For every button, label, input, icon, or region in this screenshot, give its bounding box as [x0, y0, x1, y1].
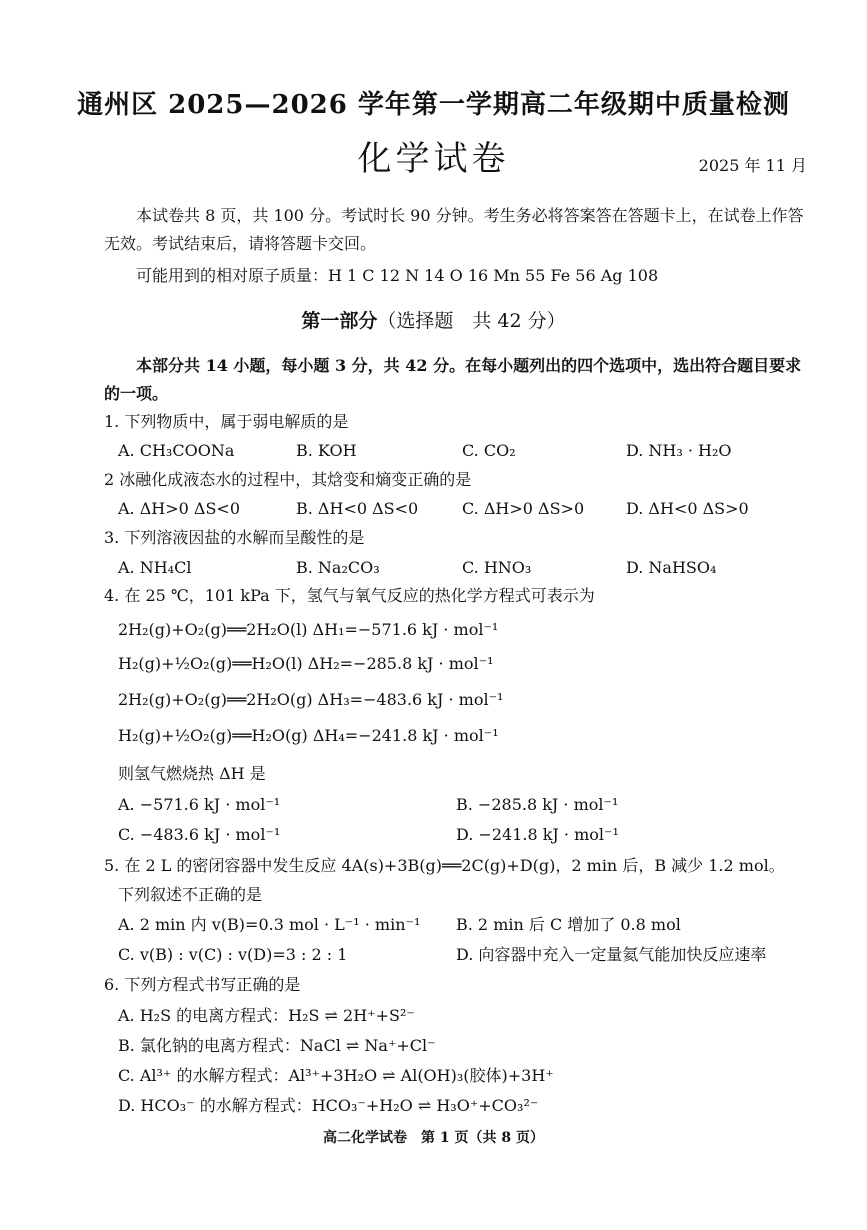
question-4-option-b: B. −285.8 kJ · mol⁻¹	[456, 795, 619, 814]
question-1-option-b: B. KOH	[296, 441, 357, 460]
part-note: （选择题 共 42 分）	[377, 310, 566, 332]
part-intro: 本部分共 14 小题，每小题 3 分，共 42 分。在每小题列出的四个选项中，选出符合题目要求的一项。	[104, 356, 802, 403]
question-4-option-d: D. −241.8 kJ · mol⁻¹	[456, 825, 619, 844]
question-5-stem: 5. 在 2 L 的密闭容器中发生反应 4A(s)+3B(g)══2C(g)+D(g)，2 min 后，B 减少 1.2 mol。	[104, 856, 785, 875]
question-6-option-b: B. 氯化钠的电离方程式：NaCl ⇌ Na⁺+Cl⁻	[118, 1036, 436, 1055]
part-heading	[0, 308, 867, 334]
question-4-equation-4: H₂(g)+½O₂(g)══H₂O(g) ΔH₄=−241.8 kJ · mol⁻¹	[118, 726, 499, 745]
page-footer: 高二化学试卷 第 1 页（共 8 页）	[323, 1130, 544, 1146]
exam-title: 通州区 2025—2026 学年第一学期高二年级期中质量检测	[77, 90, 790, 120]
question-2-option-d: D. ΔH<0 ΔS>0	[626, 499, 749, 518]
question-4-option-c: C. −483.6 kJ · mol⁻¹	[118, 825, 281, 844]
question-5-option-c: C. v(B) : v(C) : v(D)=3 : 2 : 1	[118, 945, 348, 964]
question-1-option-c: C. CO₂	[462, 441, 516, 460]
atomic-mass-text: 可能用到的相对原子质量：H 1 C 12 N 14 O 16 Mn 55 Fe 56 Ag 108	[136, 266, 659, 285]
question-3-option-a: A. NH₄Cl	[118, 558, 192, 577]
question-3-option-d: D. NaHSO₄	[626, 558, 717, 577]
question-5-option-a: A. 2 min 内 v(B)=0.3 mol · L⁻¹ · min⁻¹	[118, 915, 421, 934]
question-6-option-d: D. HCO₃⁻ 的水解方程式：HCO₃⁻+H₂O ⇌ H₃O⁺+CO₃²⁻	[118, 1096, 539, 1115]
question-2-stem: 2 冰融化成液态水的过程中，其焓变和熵变正确的是	[104, 470, 472, 489]
question-4-option-a: A. −571.6 kJ · mol⁻¹	[118, 795, 281, 814]
question-3-stem: 3. 下列溶液因盐的水解而呈酸性的是	[104, 528, 365, 547]
question-3-option-c: C. HNO₃	[462, 558, 532, 577]
question-4-sub: 则氢气燃烧热 ΔH 是	[118, 764, 266, 783]
part-title: 第一部分	[301, 310, 378, 332]
question-4-equation-3: 2H₂(g)+O₂(g)══2H₂O(g) ΔH₃=−483.6 kJ · mol⁻¹	[118, 690, 504, 709]
question-4-equation-1: 2H₂(g)+O₂(g)══2H₂O(l) ΔH₁=−571.6 kJ · mol⁻¹	[118, 620, 499, 639]
question-5-option-b: B. 2 min 后 C 增加了 0.8 mol	[456, 915, 681, 934]
question-4-equation-2: H₂(g)+½O₂(g)══H₂O(l) ΔH₂=−285.8 kJ · mol⁻¹	[118, 654, 494, 673]
question-2-option-b: B. ΔH<0 ΔS<0	[296, 499, 419, 518]
exam-subtitle: 化学试卷	[357, 139, 510, 179]
question-6-stem: 6. 下列方程式书写正确的是	[104, 975, 301, 994]
question-1-option-a: A. CH₃COONa	[118, 441, 235, 460]
question-6-option-a: A. H₂S 的电离方程式：H₂S ⇌ 2H⁺+S²⁻	[118, 1006, 415, 1025]
question-1-stem: 1. 下列物质中，属于弱电解质的是	[104, 412, 349, 431]
question-1-option-d: D. NH₃ · H₂O	[626, 441, 732, 460]
exam-date: 2025 年 11 月	[698, 156, 807, 175]
question-5-sub: 下列叙述不正确的是	[118, 885, 263, 904]
question-2-option-c: C. ΔH>0 ΔS>0	[462, 499, 585, 518]
question-6-option-c: C. Al³⁺ 的水解方程式：Al³⁺+3H₂O ⇌ Al(OH)₃(胶体)+3H⁺	[118, 1066, 554, 1085]
instructions-text: 本试卷共 8 页，共 100 分。考试时长 90 分钟。考生务必将答案答在答题卡上，在试卷上作答无效。考试结束后，请将答题卡交回。	[104, 206, 804, 253]
question-5-option-d: D. 向容器中充入一定量氦气能加快反应速率	[456, 945, 767, 964]
question-4-stem: 4. 在 25 ℃，101 kPa 下，氢气与氧气反应的热化学方程式可表示为	[104, 586, 595, 605]
question-3-option-b: B. Na₂CO₃	[296, 558, 380, 577]
question-2-option-a: A. ΔH>0 ΔS<0	[118, 499, 241, 518]
